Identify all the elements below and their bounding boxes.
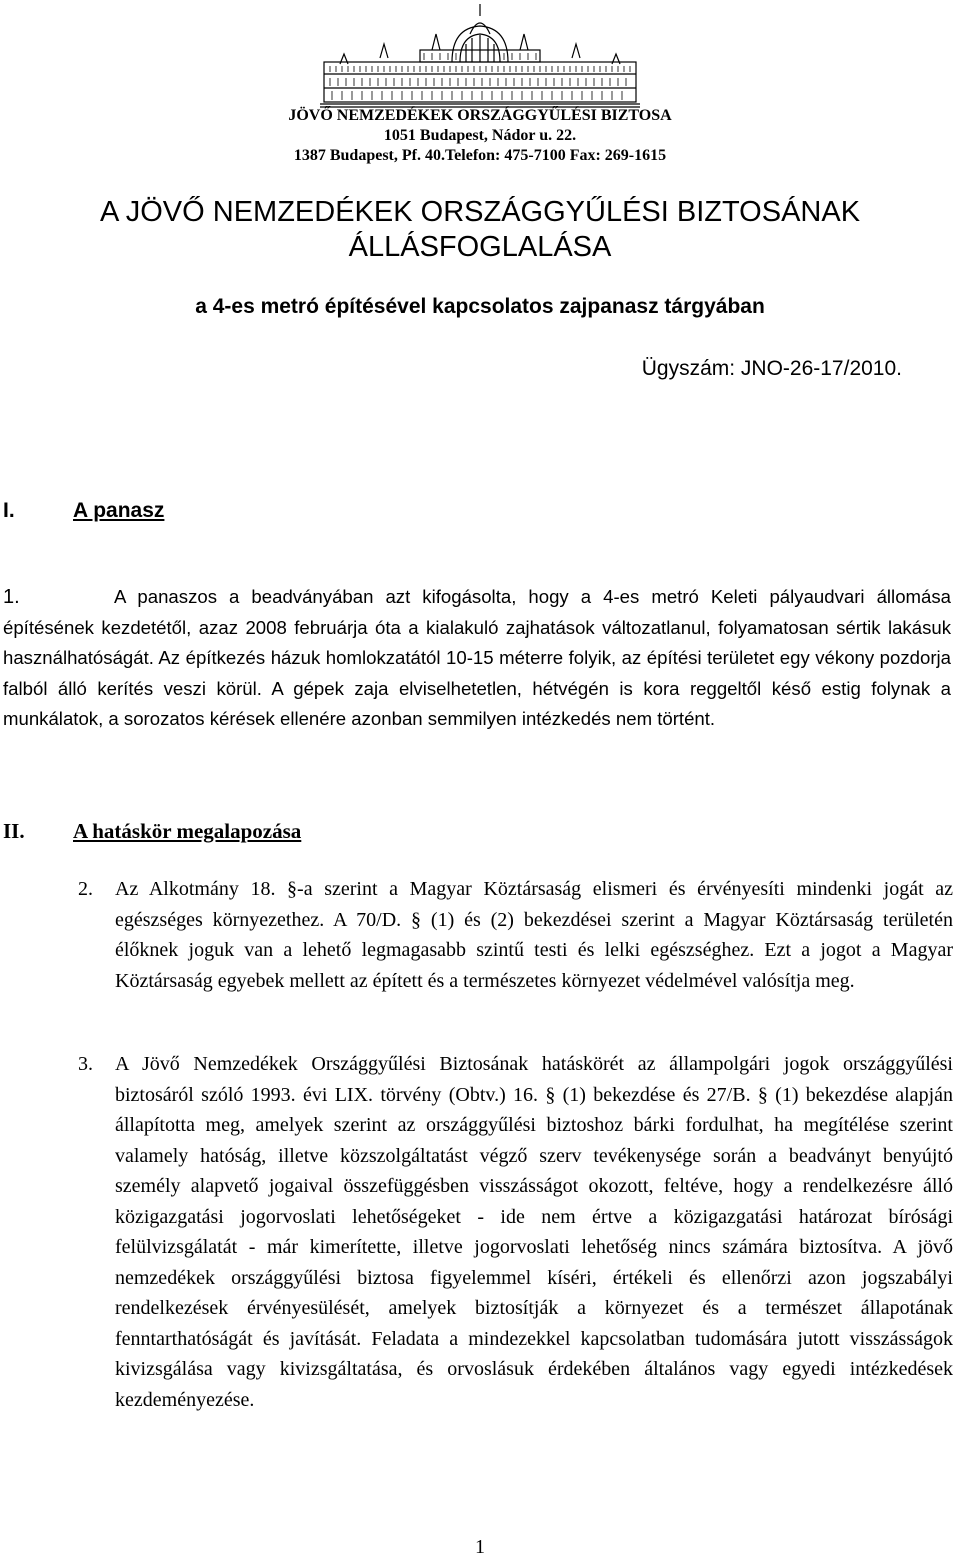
paragraph-1 bbox=[3, 582, 951, 735]
paragraph-3-number: 3. bbox=[78, 1053, 93, 1075]
case-number: Ügyszám: JNO-26-17/2010. bbox=[641, 357, 902, 380]
section-2-title: A hatáskör megalapozása bbox=[73, 819, 302, 843]
paragraph-1-number: 1. bbox=[3, 586, 20, 608]
org-address: 1051 Budapest, Nádor u. 22. bbox=[383, 127, 577, 144]
paragraph-2-text: Az Alkotmány 18. §-a szerint a Magyar Köztársaság elismeri és érvényesíti mindenki jogát az egészséges környezethez. A 70/D. § (1) és (2) bekezdései szerint a Magyar Köztársaság területén élőknek joguk van a lehető legmagasabb szintű testi és lelki egészséghez. Ezt a jogot a Magyar Köztársaság egyebek mellett az épített és a természetes környezet védelmével valósítja meg. bbox=[115, 878, 953, 992]
section-2-number: II. bbox=[3, 819, 25, 843]
document-title-line1: A JÖVŐ NEMZEDÉKEK ORSZÁGGYŰLÉSI BIZTOSÁNAK bbox=[99, 196, 861, 228]
paragraph-3-text: A Jövő Nemzedékek Országgyűlési Biztosának hatáskörét az állampolgári jogok országgyűlési biztosáról szóló 1993. évi LIX. törvény (Obtv.) 16. § (1) bekezdése és 27/B. § (1) bekezdése alapján állapította meg, amelyek szerint az országgyűlési biztoshoz bárki fordulhat, ha megítélése szerint valamely hatóság, illetve közszolgáltatást végző szerv tevékenysége során a beadványt benyújtó személy alapvető jogaival összefüggésben visszásságot okozott, feltéve, hogy a rendelkezésre álló közigazgatási jogorvoslati lehetőségeket - ide nem értve a közigazgatási határozat bírósági felülvizsgálatát - már kimerítette, illetve jogorvoslati lehetőség nincs számára biztosítva. A jövő nemzedékek országgyűlési biztosa figyelemmel kíséri, értékeli és ellenőrzi azon jogszabályi rendelkezések érvényesülését, amelyek biztosítják a környezet és a természet állapotának fenntarthatóságát és javítását. Feladata a mindezekkel kapcsolatban tudomására jutott visszásságok kivizsgálása vagy kivizsgáltatása, és orvoslásuk érdekében általános vagy egyedi intézkedések kezdeményezése. bbox=[115, 1053, 953, 1411]
document-title-line2: ÁLLÁSFOGLALÁSA bbox=[348, 231, 612, 263]
parliament-building-icon bbox=[320, 4, 640, 108]
page-number: 1 bbox=[475, 1536, 485, 1558]
paragraph-2-number: 2. bbox=[78, 878, 93, 900]
org-contact: 1387 Budapest, Pf. 40.Telefon: 475-7100 Fax: 269-1615 bbox=[293, 147, 667, 164]
paragraph-1-text: A panaszos a beadványában azt kifogásolta, hogy a 4-es metró Keleti pályaudvari állomása építésének kezdetétől, azaz 2008 februárja óta a kialakuló zajhatások változatlanul, folyamatosan sértik lakásuk használhatóságát. Az építkezés házuk homlokzatától 10-15 méterre folyik, az építési területet egy vékony pozdorja falból álló kerítés veszi körül. A gépek zaja elviselhetetlen, hétvégén is kora reggeltől késő estig folynak a munkálatok, a sorozatos kérések ellenére azonban semmilyen intézkedés nem történt. bbox=[3, 586, 951, 729]
org-name: JÖVŐ NEMZEDÉKEK ORSZÁGGYŰLÉSI BIZTOSA bbox=[288, 107, 672, 124]
document-subtitle: a 4-es metró építésével kapcsolatos zajpanasz tárgyában bbox=[195, 295, 765, 318]
section-1-number: I. bbox=[3, 499, 15, 522]
section-1-title: A panasz bbox=[73, 499, 165, 522]
